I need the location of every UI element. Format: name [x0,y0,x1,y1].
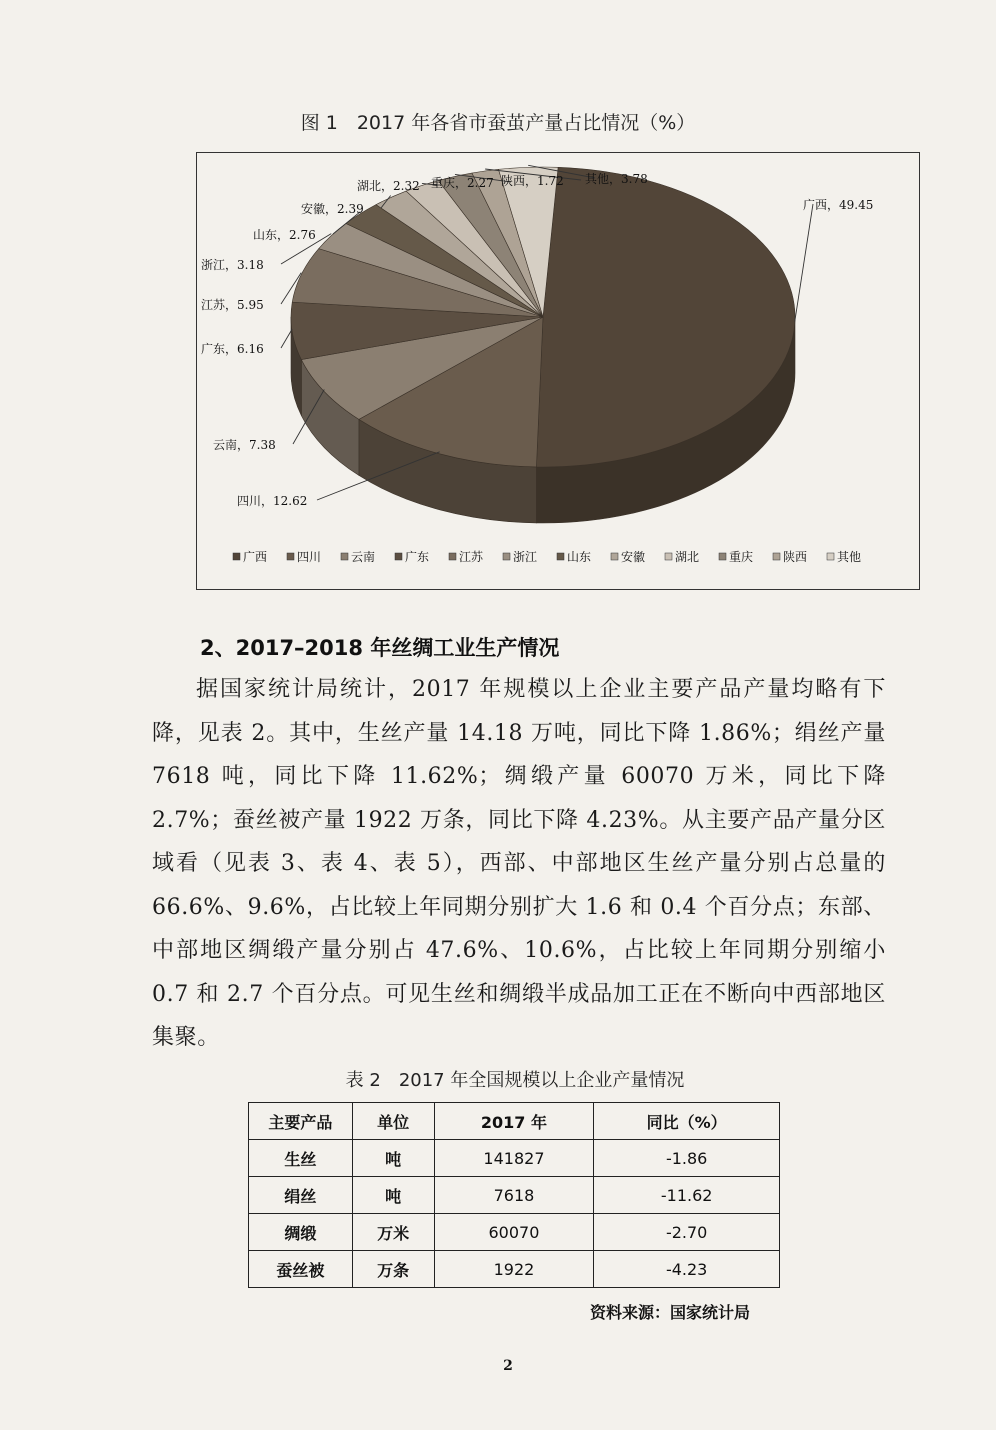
legend-swatch [611,553,618,560]
legend-swatch [395,553,402,560]
cell-unit: 吨 [352,1140,434,1177]
data-label: 云南，7.38 [213,438,276,452]
legend-label: 安徽 [621,550,646,564]
legend-swatch [665,553,672,560]
cell-product: 生丝 [249,1140,353,1177]
legend-swatch [557,553,564,560]
cell-unit: 万米 [352,1214,434,1251]
section-heading: 2、2017–2018 年丝绸工业生产情况 [200,636,560,660]
legend-swatch [233,553,240,560]
data-label: 安徽，2.39 [301,202,364,216]
leader-line [281,329,292,348]
data-label: 湖北，2.32 [357,179,420,193]
legend-label: 湖北 [675,550,700,564]
table-row [249,1214,780,1251]
cell-yoy: -2.70 [594,1214,780,1251]
data-label: 山东，2.76 [253,228,316,242]
cell-product: 绢丝 [249,1177,353,1214]
legend-swatch [287,553,294,560]
cell-value: 1922 [434,1251,594,1288]
data-label: 广西，49.45 [803,198,874,212]
legend-label: 江苏 [459,550,484,564]
data-label: 广东，6.16 [201,342,264,356]
legend-label: 其他 [837,550,862,564]
data-label: 浙江，3.18 [201,258,264,272]
cell-value: 7618 [434,1177,594,1214]
page-number: 2 [503,1358,513,1374]
pie-chart [197,153,921,591]
data-label: 江苏，5.95 [201,298,264,312]
legend-label: 广西 [243,550,268,564]
header-unit: 单位 [352,1103,434,1140]
pie-chart-frame [196,152,920,590]
header-yoy: 同比（%） [594,1103,780,1140]
table-row [249,1251,780,1288]
cell-yoy: -11.62 [594,1177,780,1214]
data-label: 四川，12.62 [237,494,308,508]
cell-yoy: -1.86 [594,1140,780,1177]
legend-label: 陕西 [783,550,808,564]
legend-swatch [719,553,726,560]
cell-yoy: -4.23 [594,1251,780,1288]
legend-label: 四川 [297,550,322,564]
cell-value: 60070 [434,1214,594,1251]
legend-label: 广东 [405,550,430,564]
legend-swatch [449,553,456,560]
cell-product: 绸缎 [249,1214,353,1251]
legend-swatch [827,553,834,560]
table-header-row [249,1103,780,1140]
cell-value: 141827 [434,1140,594,1177]
legend-swatch [503,553,510,560]
legend-label: 浙江 [513,550,538,564]
cell-unit: 万条 [352,1251,434,1288]
header-year: 2017 年 [434,1103,594,1140]
legend-label: 云南 [351,550,376,564]
legend-swatch [773,553,780,560]
figure-title: 图 1 2017 年各省市蚕茧产量占比情况（%） [300,112,696,134]
header-product: 主要产品 [249,1103,353,1140]
data-label: 重庆，2.27 [431,176,494,190]
data-label: 其他，3.78 [585,172,648,186]
data-label: 陕西，1.72 [501,174,564,188]
cell-unit: 吨 [352,1177,434,1214]
leader-line [795,204,813,321]
production-table [248,1102,780,1288]
table-caption: 表 2 2017 年全国规模以上企业产量情况 [345,1070,685,1091]
legend-swatch [341,553,348,560]
legend-label: 山东 [567,550,592,564]
table-row [249,1140,780,1177]
table-row [249,1177,780,1214]
body-paragraph: 据国家统计局统计，2017 年规模以上企业主要产品产量均略有下降，见表 2。其中，生丝产量 14.18 万吨，同比下降 1.86%；绢丝产量 7618 吨，同比下降 11.62%；绸缎产量 60070 万米，同比下降 2.7%；蚕丝被产量 1922 万条，同比下降 4.23%。从主要产品产量分区域看（见表 3、表 4、表 5），西部、中部地区生丝产量分别占总量的 66.6%、9.6%，占比较上年同期分别扩大 1.6 和 0.4 个百分点；东部、中部地区绸缎产量分别占 47.6%、10.6%，占比较上年同期分别缩小 0.7 和 2.7 个百分点。可见生丝和绸缎半成品加工正在不断向中西部地区集聚。 [152,677,886,1050]
data-source: 资料来源：国家统计局 [590,1303,751,1322]
cell-product: 蚕丝被 [249,1251,353,1288]
legend-label: 重庆 [729,550,754,564]
